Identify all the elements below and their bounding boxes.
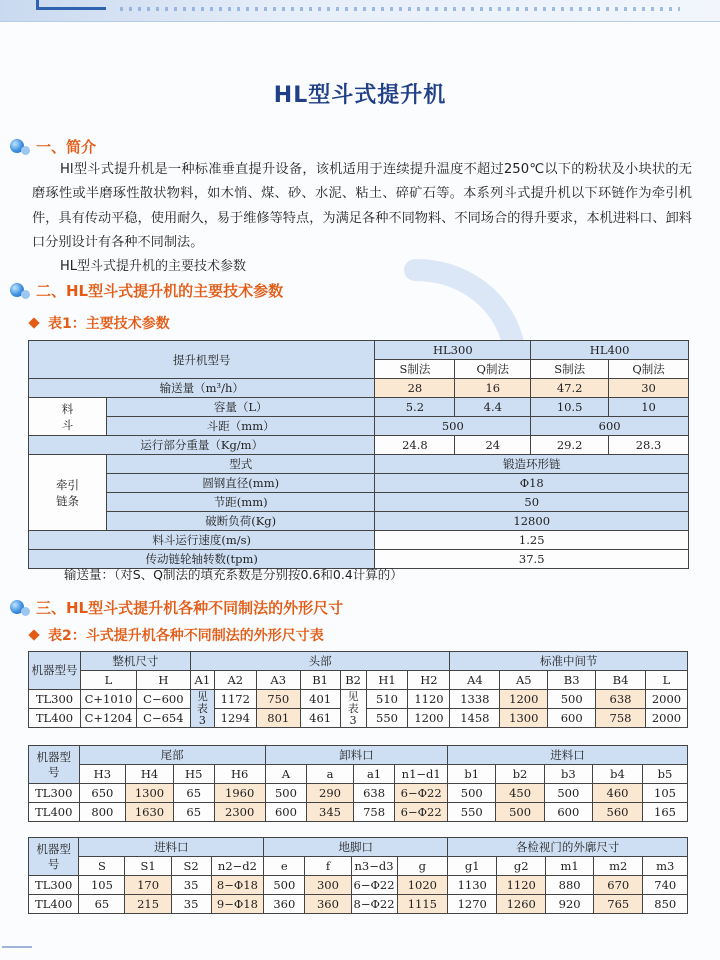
table-cell: 740: [643, 876, 688, 895]
capacity-note: 输送量：（对S、Q制法的填充系数是分别按0.6和0.4计算的）: [64, 567, 403, 582]
table-cell: 65: [173, 784, 214, 803]
column-header: n2−d2: [211, 857, 264, 876]
table-cell: 28.3: [609, 436, 689, 455]
model-header: 提升机型号: [29, 341, 375, 379]
table-cell: C+1010: [80, 690, 136, 709]
column-header: g1: [448, 857, 497, 876]
bucket-group-label: 料斗: [29, 398, 107, 436]
table-cell: 65: [79, 895, 125, 914]
table-cell: 500: [544, 784, 592, 803]
table-cell: 1338: [450, 690, 500, 709]
table-cell: 500: [548, 690, 596, 709]
column-header: B3: [548, 671, 596, 690]
column-header: B2: [340, 671, 366, 690]
table-cell: 1300: [126, 784, 174, 803]
table-cell: 1630: [126, 803, 174, 822]
table-cell: 1120: [497, 876, 546, 895]
table-cell: 35: [171, 895, 211, 914]
speed-label: 料斗运行速度(m/s): [29, 531, 375, 550]
model-label: 机器型号: [29, 746, 80, 784]
table-cell: 920: [546, 895, 594, 914]
table-cell: 500: [375, 417, 531, 436]
column-header: n1−d1: [395, 765, 448, 784]
table-cell: 1300: [500, 709, 548, 728]
table-cell: 37.5: [375, 550, 689, 569]
table-cell: 2000: [645, 709, 687, 728]
table1-caption-text: 表1：主要技术参数: [48, 316, 170, 332]
column-header: L: [645, 671, 687, 690]
column-header: H2: [408, 671, 450, 690]
table-cell: 12800: [375, 512, 689, 531]
section-intro-heading-text: 一、简介: [36, 137, 97, 156]
group-header: 标准中间节: [450, 652, 688, 671]
diamond-icon: [28, 317, 39, 328]
table2-part3: [28, 837, 688, 914]
table-cell: 5.2: [375, 398, 455, 417]
table-cell: 550: [366, 709, 408, 728]
group-header: 头部: [190, 652, 450, 671]
table-cell: 16: [455, 379, 531, 398]
moving-weight-label: 运行部分重量（Kg/m）: [29, 436, 375, 455]
row-model: TL400: [29, 895, 79, 914]
rpm-label: 传动链轮轴转数(tpm): [29, 550, 375, 569]
column-header: H4: [126, 765, 174, 784]
table-cell: 450: [496, 784, 544, 803]
table-cell: 758: [353, 803, 394, 822]
column-header: g: [397, 857, 448, 876]
table-cell: 35: [171, 876, 211, 895]
column-header: b2: [496, 765, 544, 784]
column-header: S: [79, 857, 125, 876]
table-cell: 1294: [214, 709, 256, 728]
bucket-pitch-label: 斗距（mm）: [106, 417, 374, 436]
table-cell: 600: [531, 417, 689, 436]
table-cell: 9−Φ18: [211, 895, 264, 914]
table-cell: 510: [366, 690, 408, 709]
table-cell: 8−Φ18: [211, 876, 264, 895]
model-label: 机器型号: [29, 838, 79, 876]
group-header: 进料口: [448, 746, 688, 765]
column-header: A4: [450, 671, 500, 690]
table-cell: 1260: [497, 895, 546, 914]
table-cell: 500: [448, 784, 496, 803]
group-header: 各检视门的外廓尺寸: [448, 838, 688, 857]
table-cell: 6−Φ22: [395, 784, 448, 803]
chain-pitch-label: 节距(mm): [106, 493, 374, 512]
table-cell: C−600: [136, 690, 190, 709]
table-cell: 24: [455, 436, 531, 455]
table2-part2: [28, 745, 688, 822]
table-cell: 28: [375, 379, 455, 398]
column-header: n3−d3: [351, 857, 397, 876]
group-header: 地脚口: [264, 838, 448, 857]
table-cell: 801: [256, 709, 300, 728]
row-model: TL400: [29, 803, 80, 822]
table-cell: Φ18: [375, 474, 689, 493]
table-cell: 105: [642, 784, 687, 803]
column-header: b3: [544, 765, 592, 784]
column-header: A: [265, 765, 306, 784]
column-header: b4: [592, 765, 642, 784]
table-cell: 锻造环形链: [375, 455, 689, 474]
section-dims-heading-text: 三、HL型斗式提升机各种不同制法的外形尺寸: [36, 598, 344, 617]
table-cell: 600: [265, 803, 306, 822]
header-band: [0, 0, 720, 22]
table-cell: 2000: [645, 690, 687, 709]
table-cell: 360: [264, 895, 305, 914]
column-header: S1: [125, 857, 171, 876]
table-cell: 1020: [397, 876, 448, 895]
row-model: TL300: [29, 690, 81, 709]
row-model: TL300: [29, 784, 80, 803]
table-cell: 30: [609, 379, 689, 398]
table-cell: 290: [307, 784, 354, 803]
table2-caption: [30, 626, 324, 644]
table-cell: 50: [375, 493, 689, 512]
group-header: 整机尺寸: [80, 652, 190, 671]
intro-paragraph: Hl型斗式提升机是一种标准垂直提升设备，该机适用于连续提升温度不超过250℃以下的粉状及小块状的无磨琢性或半磨琢性散状物料，如木悄、煤、砂、水泥、粘土、碎矿石等。本系列斗式提升机以下环链作为牵引机件，具有传动平稳，使用耐久，易于维修等特点，为满足各种不同物料、不同场合的得升要求，本机进料口、卸料口分别设计有各种不同制法。: [32, 162, 692, 251]
column-header: A5: [500, 671, 548, 690]
table-cell: 1200: [500, 690, 548, 709]
table-cell: 765: [594, 895, 643, 914]
column-header: b1: [448, 765, 496, 784]
table-cell: 401: [300, 690, 340, 709]
column-header: B4: [596, 671, 646, 690]
table-cell: 500: [264, 876, 305, 895]
header-corner-decoration: [36, 0, 106, 10]
column-header: H1: [366, 671, 408, 690]
bullet-small-icon: [21, 607, 30, 616]
table-cell: 670: [594, 876, 643, 895]
table-cell: 1130: [448, 876, 497, 895]
table-cell: 600: [548, 709, 596, 728]
table-cell: 1115: [397, 895, 448, 914]
column-header: S2: [171, 857, 211, 876]
table-cell: 638: [353, 784, 394, 803]
table-cell: 758: [596, 709, 646, 728]
table-cell: 650: [79, 784, 126, 803]
table-cell: 1270: [448, 895, 497, 914]
table-cell: 300: [305, 876, 351, 895]
table-cell: 6−Φ22: [351, 876, 397, 895]
section-params-heading-text: 二、HL型斗式提升机的主要技术参数: [36, 281, 284, 300]
see-table3-note: 见表3: [340, 690, 366, 728]
capacity-label: 输送量（m³/h）: [29, 379, 375, 398]
table-cell: 105: [79, 876, 125, 895]
table-cell: 4.4: [455, 398, 531, 417]
column-header: m2: [594, 857, 643, 876]
table-cell: 6−Φ22: [395, 803, 448, 822]
table-cell: 750: [256, 690, 300, 709]
table-cell: 1200: [408, 709, 450, 728]
model-label: 机器型号: [29, 652, 81, 690]
table-cell: 47.2: [531, 379, 609, 398]
column-header: L: [80, 671, 136, 690]
table-cell: 10: [609, 398, 689, 417]
table-cell: 165: [642, 803, 687, 822]
table-cell: C−654: [136, 709, 190, 728]
table-cell: 1960: [214, 784, 265, 803]
table-cell: 461: [300, 709, 340, 728]
section-dims-heading: [10, 597, 343, 617]
table-cell: 1120: [408, 690, 450, 709]
bullet-small-icon: [21, 146, 30, 155]
group-header: 卸料口: [265, 746, 447, 765]
column-header: A2: [214, 671, 256, 690]
table-cell: 460: [592, 784, 642, 803]
table-cell: 8−Φ22: [351, 895, 397, 914]
table-cell: 800: [79, 803, 126, 822]
method-s: S制法: [375, 360, 455, 379]
table-cell: 215: [125, 895, 171, 914]
column-header: g2: [497, 857, 546, 876]
column-header: m3: [643, 857, 688, 876]
table-cell: 24.8: [375, 436, 455, 455]
table-cell: 638: [596, 690, 646, 709]
table-cell: 880: [546, 876, 594, 895]
bucket-volume-label: 容量（L）: [106, 398, 374, 417]
column-header: b5: [642, 765, 687, 784]
row-model: TL400: [29, 709, 81, 728]
column-header: a1: [353, 765, 394, 784]
section-intro-heading: [10, 136, 96, 156]
table1-main-params: [28, 340, 689, 569]
table-cell: 345: [307, 803, 354, 822]
model-hl300: HL300: [375, 341, 531, 360]
chain-type-label: 型式: [106, 455, 374, 474]
table-cell: 850: [643, 895, 688, 914]
table-cell: 500: [496, 803, 544, 822]
table-cell: 360: [305, 895, 351, 914]
column-header: B1: [300, 671, 340, 690]
table-cell: 65: [173, 803, 214, 822]
group-header: 尾部: [79, 746, 265, 765]
see-table3-note: 见表3: [190, 690, 214, 728]
table-cell: 2300: [214, 803, 265, 822]
group-header: 进料口: [79, 838, 264, 857]
column-header: a: [307, 765, 354, 784]
method-q: Q制法: [455, 360, 531, 379]
table-cell: 600: [544, 803, 592, 822]
table1-caption: [30, 314, 170, 332]
table-cell: 1.25: [375, 531, 689, 550]
column-header: f: [305, 857, 351, 876]
table-cell: 560: [592, 803, 642, 822]
column-header: e: [264, 857, 305, 876]
column-header: H6: [214, 765, 265, 784]
table-cell: C+1204: [80, 709, 136, 728]
method-q: Q制法: [609, 360, 689, 379]
table-cell: 1458: [450, 709, 500, 728]
column-header: H5: [173, 765, 214, 784]
column-header: A3: [256, 671, 300, 690]
bullet-small-icon: [21, 290, 30, 299]
column-header: H: [136, 671, 190, 690]
header-dots-decoration: [120, 7, 680, 11]
table-cell: 29.2: [531, 436, 609, 455]
model-hl400: HL400: [531, 341, 689, 360]
diamond-icon: [28, 629, 39, 640]
table2-caption-text: 表2：斗式提升机各种不同制法的外形尺寸表: [48, 628, 324, 644]
column-header: A1: [190, 671, 214, 690]
table-cell: 1172: [214, 690, 256, 709]
table-cell: 500: [265, 784, 306, 803]
table-cell: 550: [448, 803, 496, 822]
chain-group-label: 牵引链条: [29, 455, 107, 531]
page-footer-rule: [2, 946, 32, 960]
intro-params-line: HL型斗式提升机的主要技术参数: [60, 259, 247, 274]
method-s: S制法: [531, 360, 609, 379]
table2-part1: [28, 651, 688, 728]
section-params-heading: [10, 280, 283, 300]
chain-dia-label: 圆钢直径(mm): [106, 474, 374, 493]
column-header: m1: [546, 857, 594, 876]
page-title: HL型斗式提升机: [273, 83, 447, 108]
row-model: TL300: [29, 876, 79, 895]
break-load-label: 破断负荷(Kg): [106, 512, 374, 531]
column-header: H3: [79, 765, 126, 784]
table-cell: 170: [125, 876, 171, 895]
table-cell: 10.5: [531, 398, 609, 417]
